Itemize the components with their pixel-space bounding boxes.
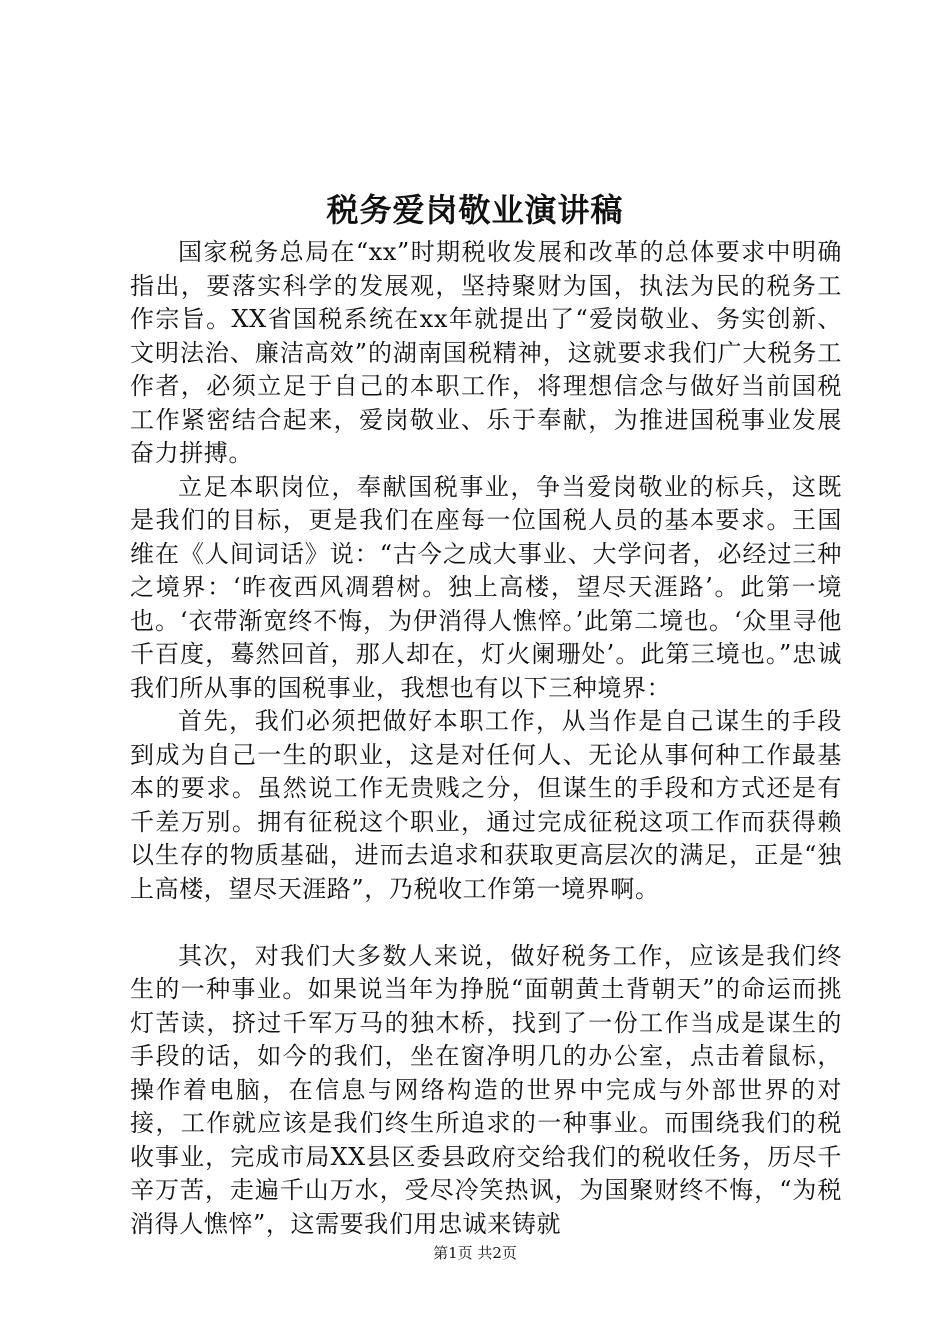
- paragraph-first-realm: 首先，我们必须把做好本职工作，从当作是自己谋生的手段到成为自己一生的职业，这是对任何人、无论从事何种工作最基本的要求。虽然说工作无贵贱之分，但谋生的手段和方式还是有千差万别。拥有征税这个职业，通过完成征税这项工作而获得赖以生存的物质基础，进而去追求和获取更高层次的满足，正是“独上高楼，望尽天涯路”，乃税收工作第一境界啊。: [130, 707, 842, 903]
- paragraph-three-realms: 立足本职岗位，奉献国税事业，争当爱岗敬业的标兵，这既是我们的目标，更是我们在座每一位国税人员的基本要求。王国维在《人间词话》说：“古今之成大事业、大学问者，必经过三种之境界：‘昨夜西风凋碧树。独上高楼，望尽天涯路’。此第一境也。‘衣带渐宽终不悔，为伊消得人憔悴。’此第二境也。‘众里寻他千百度，蓦然回首，那人却在，灯火阑珊处’。此第三境也。”忠诚我们所从事的国税事业，我想也有以下三种境界：: [130, 472, 842, 702]
- paragraph-second-realm: 其次，对我们大多数人来说，做好税务工作，应该是我们终生的一种事业。如果说当年为挣脱“面朝黄土背朝天”的命运而挑灯苦读，挤过千军万马的独木桥，找到了一份工作当成是谋生的手段的话，如今的我们，坐在窗净明几的办公室，点击着鼠标，操作着电脑，在信息与网络构造的世界中完成与外部世界的对接，工作就应该是我们终生所追求的一种事业。而围绕我们的税收事业，完成市局XX县区委县政府交给我们的税收任务，历尽千辛万苦，走遍千山万水，受尽冷笑热讽，为国聚财终不悔，“为税消得人憔悴”，这需要我们用忠诚来铸就: [130, 941, 842, 1238]
- document-title: 税务爱岗敬业演讲稿: [326, 191, 624, 229]
- page-total: 共2页: [477, 1244, 517, 1262]
- page-number: 第1页: [433, 1244, 473, 1262]
- page-footer: [0, 1242, 950, 1264]
- document-body: [130, 236, 842, 1241]
- paragraph-intro: 国家税务总局在“xx”时期税收发展和改革的总体要求中明确指出，要落实科学的发展观，坚持聚财为国，执法为民的税务工作宗旨。XX省国税系统在xx年就提出了“爱岗敬业、务实创新、文明法治、廉洁高效”的湖南国税精神，这就要求我们广大税务工作者，必须立足于自己的本职工作，将理想信念与做好当前国税工作紧密结合起来，爱岗敬业、乐于奉献，为推进国税事业发展奋力拼搏。: [130, 238, 842, 467]
